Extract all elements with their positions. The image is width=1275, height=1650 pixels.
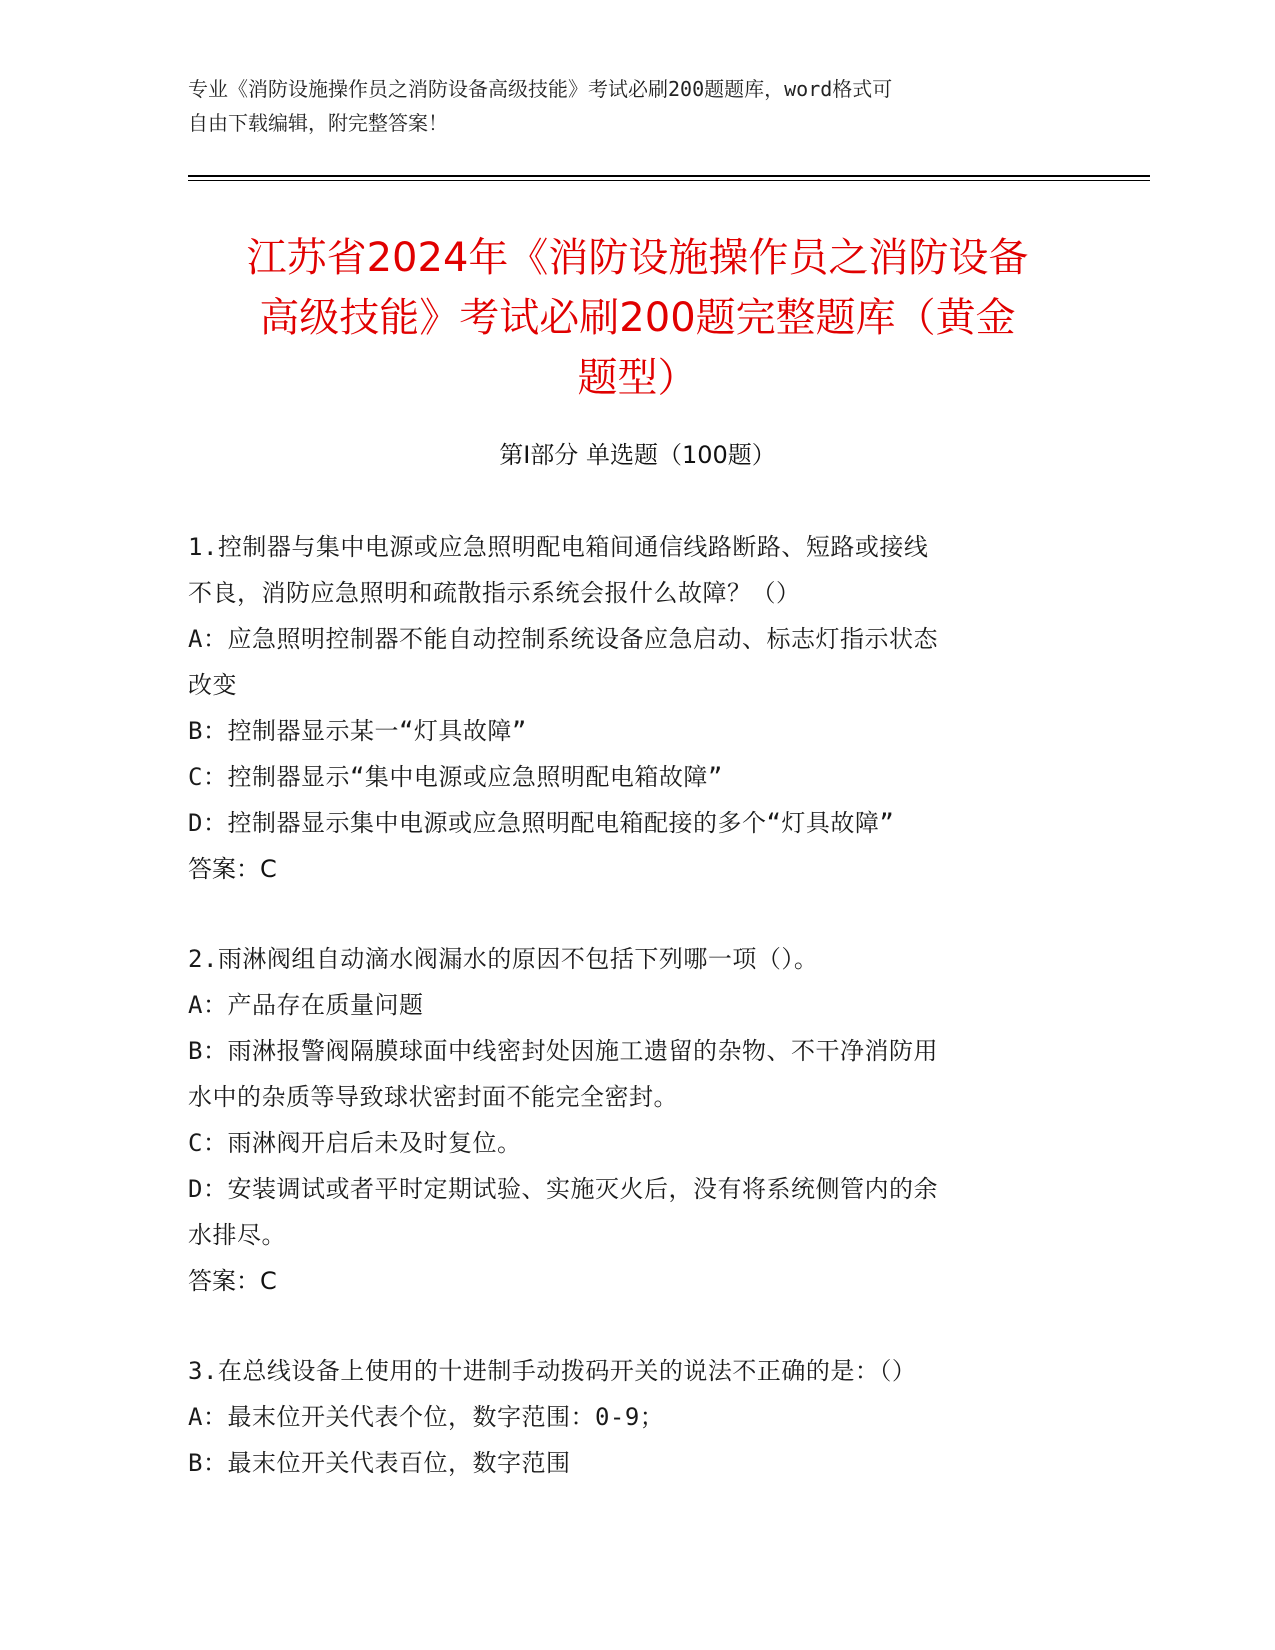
header-divider-thick	[188, 175, 1150, 177]
option-line: 水排尽。	[188, 1221, 286, 1249]
answer-line: 答案：C	[188, 855, 277, 883]
document-title-line-1: 江苏省2024年《消防设施操作员之消防设备	[246, 235, 1029, 281]
header-divider-thin	[188, 180, 1150, 181]
option-line: D：控制器显示集中电源或应急照明配电箱配接的多个“灯具故障”	[188, 809, 895, 837]
question-list	[188, 524, 1088, 1530]
header-note	[188, 72, 1068, 140]
option-line: 改变	[188, 671, 237, 699]
header-note-line-1: 专业《消防设施操作员之消防设备高级技能》考试必刷200题题库，word格式可	[188, 77, 893, 101]
option-line: A：应急照明控制器不能自动控制系统设备应急启动、标志灯指示状态	[188, 625, 938, 653]
question-block	[188, 1348, 1088, 1486]
option-line: 水中的杂质等导致球状密封面不能完全密封。	[188, 1083, 678, 1111]
question-block	[188, 936, 1088, 1304]
option-line: A：产品存在质量问题	[188, 991, 424, 1019]
document-title	[160, 228, 1115, 408]
option-line: A：最末位开关代表个位，数字范围：0-9；	[188, 1403, 665, 1431]
question-stem-line: 不良，消防应急照明和疏散指示系统会报什么故障？（）	[188, 579, 801, 607]
answer-line: 答案：C	[188, 1267, 277, 1295]
option-line: C：控制器显示“集中电源或应急照明配电箱故障”	[188, 763, 723, 791]
option-line: D：安装调试或者平时定期试验、实施灭火后，没有将系统侧管内的余	[188, 1175, 938, 1203]
option-line: B：控制器显示某一“灯具故障”	[188, 717, 527, 745]
option-line: C：雨淋阀开启后未及时复位。	[188, 1129, 522, 1157]
section-heading: 第Ⅰ部分 单选题（100题）	[499, 441, 776, 469]
question-stem-line: 1.控制器与集中电源或应急照明配电箱间通信线路断路、短路或接线	[188, 533, 929, 561]
question-stem-line: 2.雨淋阀组自动滴水阀漏水的原因不包括下列哪一项（）。	[188, 945, 819, 973]
question-stem-line: 3.在总线设备上使用的十进制手动拨码开关的说法不正确的是：（）	[188, 1357, 917, 1385]
option-line: B：雨淋报警阀隔膜球面中线密封处因施工遗留的杂物、不干净消防用	[188, 1037, 938, 1065]
header-note-line-2: 自由下载编辑，附完整答案！	[188, 111, 448, 135]
question-block	[188, 524, 1088, 892]
option-line: B：最末位开关代表百位，数字范围	[188, 1449, 571, 1477]
document-title-line-3: 题型）	[577, 355, 698, 401]
document-title-line-2: 高级技能》考试必刷200题完整题库（黄金	[259, 295, 1016, 341]
